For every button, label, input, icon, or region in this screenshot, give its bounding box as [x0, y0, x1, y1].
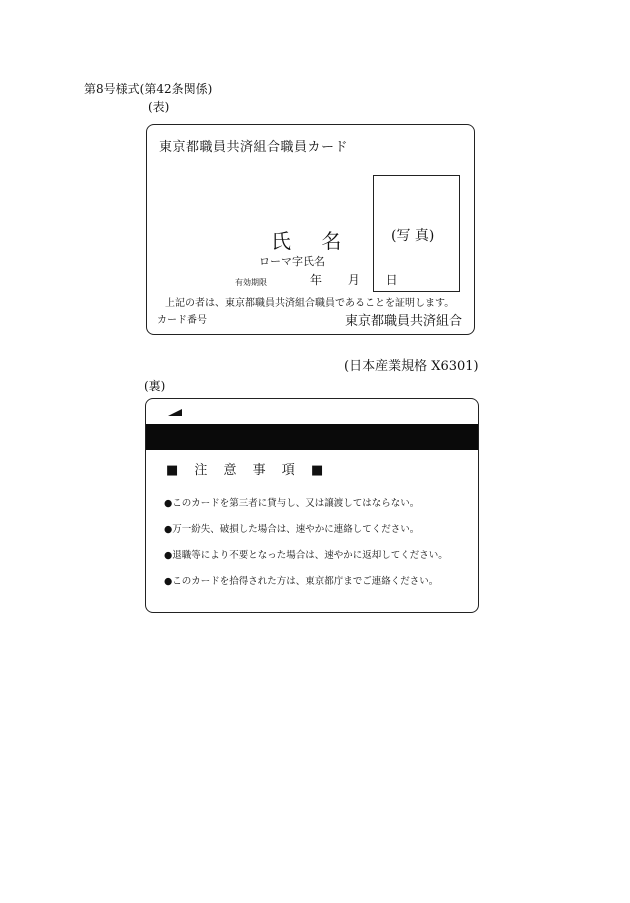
magnetic-stripe [146, 424, 478, 450]
validity-label: 有効期限 [235, 278, 267, 287]
note-item: ●このカードを拾得された方は、東京都庁までご連絡ください。 [164, 576, 439, 587]
id-card-front [146, 124, 475, 335]
back-side-label: (裏) [144, 379, 166, 393]
card-number-label: カード番号 [157, 315, 207, 326]
jis-standard-note: (日本産業規格 X6301) [344, 359, 479, 374]
form-number: 第8号様式(第42条関係) [84, 82, 213, 96]
id-card-back [145, 398, 479, 613]
issuer-name: 東京都職員共済組合 [345, 314, 463, 329]
notes-heading: ■ 注 意 事 項 ■ [166, 463, 330, 478]
note-item: ●万一紛失、破損した場合は、速やかに連絡してください。 [164, 524, 420, 535]
validity-date-label: 年 月 日 [310, 273, 409, 287]
card-title: 東京都職員共済組合職員カード [159, 140, 349, 155]
romaji-name-label: ローマ字氏名 [259, 255, 325, 268]
corner-triangle-icon [168, 409, 182, 416]
photo-label: (写 真) [391, 228, 435, 244]
name-label: 氏 名 [271, 229, 354, 253]
note-item: ●退職等により不要となった場合は、速やかに返却してください。 [164, 550, 448, 561]
note-item: ●このカードを第三者に貸与し、又は譲渡してはならない。 [164, 498, 420, 509]
certification-text: 上記の者は、東京都職員共済組合職員であることを証明します。 [165, 298, 455, 309]
front-side-label: (表) [148, 100, 170, 114]
